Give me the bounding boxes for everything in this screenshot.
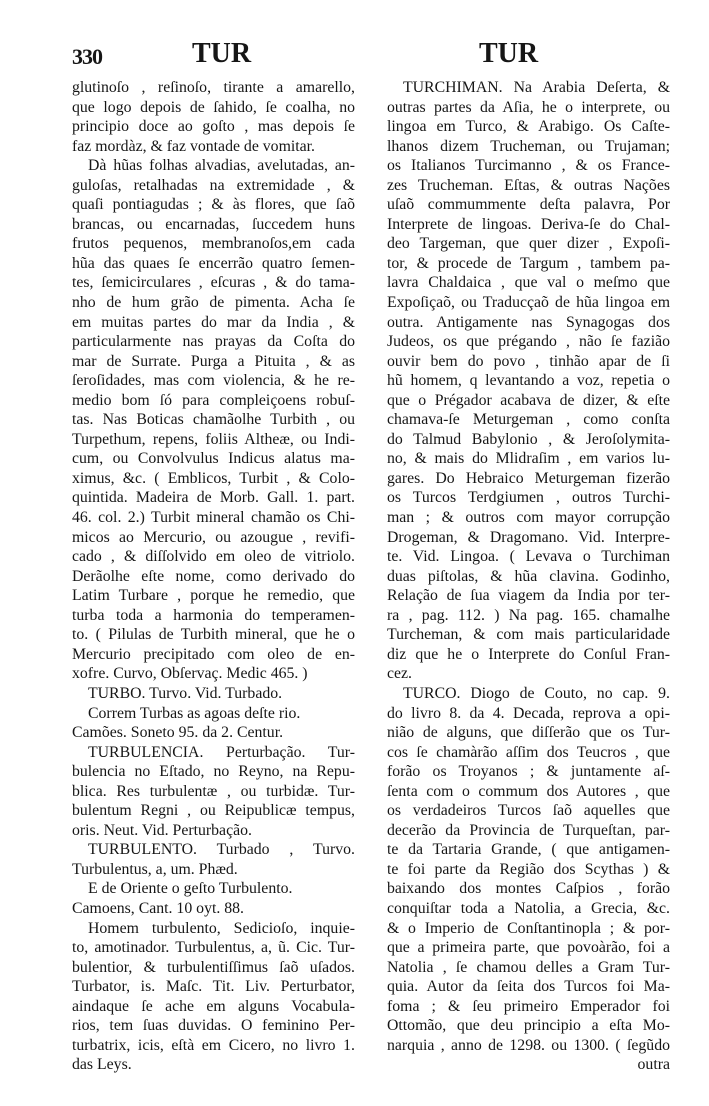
text-line: glutinoſo , reſinoſo, tirante a amarello, [72,79,355,96]
text-line: xofre. Curvo, Obſervaç. Medic 465. ) [72,665,308,683]
text-line: TURBO. Turvo. Vid. Turbado. [88,684,283,702]
text-line: Natolia , ſe chamou delles a Gram Tur- [387,958,670,976]
text-line: brancas, ou encarnadas, ſuccedem huns [72,215,355,233]
running-head-right: TUR [479,38,539,69]
text-line: to. ( Pilulas de Turbith mineral, que he o [72,626,355,644]
text-line: Turcheman, & com mais particularidade [387,626,670,644]
text-line: que a primeira parte, que povoàrão, foi a [387,939,670,957]
text-line: hũ homem, q levantando a voz, repetia o [387,372,670,390]
text-line: em muitas partes do mar da India , & [72,313,355,331]
text-line: tor, & procede de Targum , tambem pa- [387,254,670,272]
text-line: Judeos, os que prégando , não ſe fazião [387,333,670,351]
text-line: que o Prégador acabava de dizer, & eſte [387,391,670,409]
text-line: narquia , anno de 1298. ou 1300. ( ſegũdo [387,1036,670,1054]
text-line: mar de Surrate. Purga a Pituita , & as [72,352,355,370]
text-line: lingoa em Turco, & Arabigo. Os Caſte- [387,118,670,136]
text-line: nião de alguns, que diſſerão que os Tur- [387,724,670,742]
text-line: faz mordàz, & faz vontade de vomitar. [72,137,315,155]
text-line: oris. Neut. Vid. Perturbação. [72,821,252,839]
text-line: Drogeman, & Dragomano. Vid. Interpre- [387,528,670,546]
text-line: deo Targeman, que quer dizer , Expoſi- [387,235,670,253]
text-line: ouvir bem do povo , tinhão apar de ſi [387,352,670,370]
text-line: Ottomão, que deu principio a eſta Mo- [387,1017,670,1035]
text-line: Correm Turbas as agoas deſte rio. [88,704,301,722]
text-line: turba toda a harmonia do temperamen- [72,606,355,624]
text-line: Dà hũas folhas alvadias, avelutadas, an- [88,157,355,175]
text-line: chamava-ſe Meturgeman , como conſta [387,411,670,429]
text-line: cum, ou Convolvulus Indicus alatus ma- [72,450,355,468]
text-line: ſeroſidades, mas com violencia, & he re- [72,372,355,390]
text-line: man ; & outros com mayor corrupção [387,509,670,527]
text-line: zes Trucheman. Eſtas, & outras Nações [387,176,670,194]
text-line: os verdadeiros Turcos ſaõ aquelles que [387,802,670,820]
text-line: rios, tem ſuas duvidas. O feminino Per- [72,1017,355,1035]
right-column [387,78,670,1075]
text-line: tes, ſemicirculares , eſcuras , & do tama- [72,274,355,292]
text-line: bulentum Regni , ou Reipublicæ tempus, [72,802,355,820]
text-line: quaſi pontiagudas ; & às flores, que ſaõ [72,196,355,214]
text-line: Relação de ſua viagem da India por ter- [387,587,670,605]
text-line: TURCO. Diogo de Couto, no cap. 9. [403,684,670,702]
text-line: hũa das quaes ſe encerrão quatro ſemen- [72,254,355,272]
text-line: outras partes da Aſia, he o interprete, ou [387,98,670,116]
text-line: Turbulentus, a, um. Phæd. [72,860,238,878]
text-line: conquiſtar toda a Natolia, a Grecia, &c. [387,899,670,917]
text-line: Latim Turbare , porque he remedio, que [72,587,355,605]
text-line: cado , & diſſolvido em oleo de vitriolo. [72,548,355,566]
page-number: 330 [72,44,102,69]
running-head-left: TUR [192,38,252,69]
text-line: Derãolhe eſte nome, como derivado do [72,567,355,585]
text-line: lavra Chaldaica , que val o meſmo que [387,274,670,292]
text-line: quia. Autor da ſeita dos Turcos foi Ma- [387,978,670,996]
text-line: lhanos dizem Trucheman, ou Trujaman; [387,137,670,155]
text-line: quintida. Madeira de Morb. Gall. 1. part. [72,489,355,507]
text-line: outra. Antigamente nas Synagogas dos [387,313,670,331]
text-line: ximus, &c. ( Emblicos, Turbit , & Colo- [72,469,355,487]
text-line: te foi parte da Região dos Scythas ) & [387,860,670,878]
text-line: os Turcos Terdgiumen , outros Turchi- [387,489,670,507]
text-line: medio bom ſó para compleiçoens robuſ- [72,391,355,409]
text-line: Camoens, Cant. 10 oyt. 88. [72,899,244,917]
text-line: tas. Nas Boticas chamãolhe Turbith , ou [72,411,355,429]
text-line: outra [637,1056,670,1074]
text-line: das Leys. [72,1056,132,1074]
text-line: ſenta com o commum dos Autores , que [387,782,670,800]
text-line: duas piſtolas, & hũa clavina. Godinho, [387,567,670,585]
text-line: Mercurio precipitado com oleo de en- [72,645,355,663]
text-line: Homem turbulento, Sedicioſo, inquie- [88,919,355,937]
text-line: uſaõ commummente deſta palavra, Por [387,196,670,214]
left-column [72,78,355,1075]
text-line: blica. Res turbulentæ , ou turbidæ. Tur- [72,782,355,800]
page-header [72,38,652,72]
text-line: cez. [387,665,412,683]
text-line: os Italianos Turcimanno , & os France- [387,157,670,175]
text-line: ra , pag. 112. ) Na pag. 165. chamalhe [387,606,670,624]
text-line: & o Imperio de Conſtantinopla ; & por- [387,919,670,937]
text-line: Camões. Soneto 95. da 2. Centur. [72,724,284,742]
text-line: to, amotinador. Turbulentus, a, ũ. Cic. Tur- [72,939,355,957]
text-line: principio doce ao goſto , mas depois ſe [72,118,355,136]
text-line: no, & mais do Mlidraſim , em varios lu- [387,450,670,468]
text-line: decerão da Provincia de Turqueſtan, par- [387,821,670,839]
text-line: diz que he o Interprete do Conſul Fran- [387,645,670,663]
text-line: do livro 8. da 4. Decada, reprova a opi- [387,704,670,722]
text-line: frutos pequenos, membranoſos,em cada [72,235,355,253]
text-line: baixando dos montes Caſpios , forão [387,880,670,898]
text-line: Turpethum, repens, foliis Altheæ, ou Indi- [72,430,355,448]
text-line: micos ao Mercurio, ou azougue , revifi- [72,528,355,546]
text-line: aindaque ſe ache em alguns Vocabula- [72,997,355,1015]
text-line: Interprete de lingoas. Deriva-ſe do Chal- [387,215,670,233]
text-line: foma ; & ſeu primeiro Emperador foi [387,997,670,1015]
text-line: cos ſe chamàrão aſſim dos Teucros , que [387,743,670,761]
text-line: TURBULENTO. Turbado , Turvo. [88,841,355,859]
text-line: E de Oriente o geſto Turbulento. [88,880,293,898]
text-line: do Talmud Babylonio , & Jeroſolymita- [387,430,670,448]
text-line: TURCHIMAN. Na Arabia Deſerta, & [403,79,670,96]
text-line: guloſas, retalhadas na extremidade , & [72,176,355,194]
text-line: Turbator, is. Maſc. Tit. Liv. Perturbator, [72,978,355,996]
text-line: forão os Troyanos ; & juntamente aſ- [387,763,670,781]
text-line: bulencia no Eſtado, no Reyno, na Repu- [72,763,355,781]
text-line: TURBULENCIA. Perturbação. Tur- [88,743,355,761]
text-line: particularmente nas prayas da Coſta do [72,333,355,351]
text-line: Expoſiçaõ, ou Traducçaõ de hũa lingoa em [387,294,670,312]
text-line: turbatrix, icis, eſtà em Cicero, no livro 1. [72,1036,355,1054]
text-line: gares. Do Hebraico Meturgeman fizerão [387,469,670,487]
text-line: te da Tartaria Grande, ( que antigamen- [387,841,670,859]
text-line: te. Vid. Lingoa. ( Levava o Turchiman [387,548,670,566]
text-line: nho de hum grão de pimenta. Acha ſe [72,294,355,312]
text-line: bulentior, & turbulentiſſimus ſaõ uſados. [72,958,355,976]
text-line: 46. col. 2.) Turbit mineral chamão os Chi- [72,509,355,527]
text-line: que logo depois de ſahido, ſe coalha, no [72,98,355,116]
